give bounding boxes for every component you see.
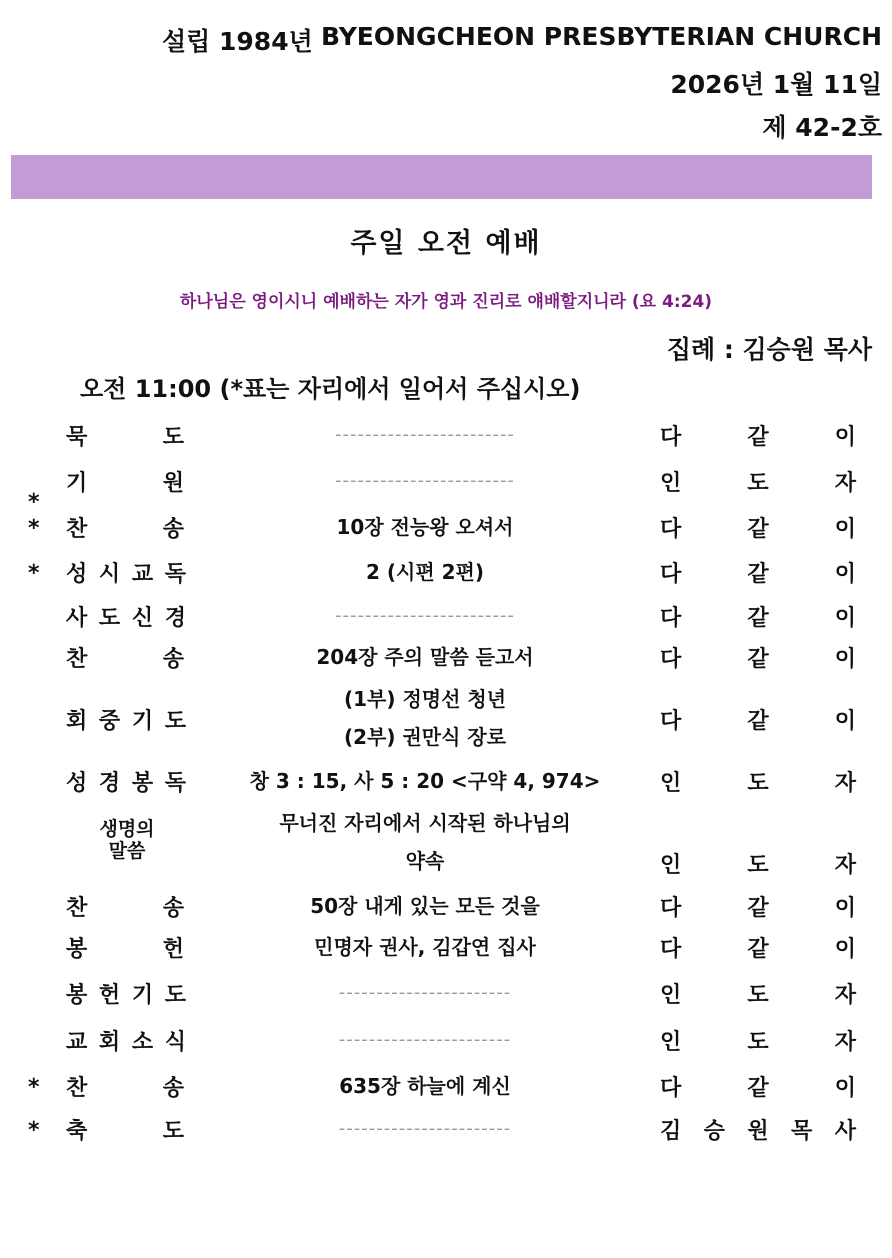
order-item-leader: 다 같 이 <box>660 647 856 672</box>
order-item-content <box>205 1110 645 1148</box>
order-item-label: 봉 헌 <box>66 937 184 962</box>
order-item-label-line1: 생명의 <box>99 818 155 840</box>
order-item-content <box>205 1021 645 1059</box>
order-item-content-line1: 2 (시편 2편) <box>366 560 484 584</box>
order-item-label: 축 도 <box>66 1119 184 1144</box>
order-item-label: 교 회 소 식 <box>66 1030 186 1055</box>
order-item-leader: 다 같 이 <box>660 425 856 450</box>
issue-number: 제 42-2호 <box>762 113 882 142</box>
service-time-note: 오전 11:00 (*표는 자리에서 일어서 주십시오) <box>80 375 581 403</box>
order-item-content <box>205 928 645 966</box>
order-item-leader: 인 도 자 <box>660 1030 856 1055</box>
officiant: 집례 : 김승원 목사 <box>666 335 872 364</box>
order-item-label <box>72 818 182 862</box>
standing-mark: * <box>28 1118 40 1143</box>
order-item-content <box>205 974 645 1012</box>
order-item-content-line1: ----------------------- <box>338 1118 512 1139</box>
order-item-content <box>205 508 645 546</box>
order-item-leader: 인 도 자 <box>660 471 856 496</box>
order-item-leader: 인 도 자 <box>660 983 856 1008</box>
order-item-leader: 다 같 이 <box>660 896 856 921</box>
order-item-content <box>205 416 645 454</box>
order-item-leader: 인 도 자 <box>660 853 856 878</box>
order-item-content-line1: ------------------------ <box>335 605 515 626</box>
order-item-label: 찬 송 <box>66 1076 184 1101</box>
bulletin-date: 2026년 1월 11일 <box>670 70 882 99</box>
order-item-label: 찬 송 <box>66 517 184 542</box>
standing-mark: * <box>28 516 40 541</box>
order-item-leader: 다 같 이 <box>660 937 856 962</box>
order-item-content <box>205 887 645 925</box>
order-item-label-line2: 말씀 <box>108 840 146 862</box>
order-item-content-line2: (2부) 권만식 장로 <box>343 725 507 749</box>
order-item-content-line1: ----------------------- <box>338 982 512 1003</box>
order-item-label: 찬 송 <box>66 896 184 921</box>
order-item-content <box>205 680 645 756</box>
order-item-leader: 다 같 이 <box>660 562 856 587</box>
order-item-content <box>205 638 645 676</box>
header-color-band <box>11 155 872 199</box>
order-item-leader: 김 승 원 목 사 <box>660 1119 856 1144</box>
order-item-label: 찬 송 <box>66 647 184 672</box>
order-item-label: 성 경 봉 독 <box>66 771 186 796</box>
order-item-label: 기 원 <box>66 471 184 496</box>
order-item-leader: 다 같 이 <box>660 517 856 542</box>
order-item-label: 묵 도 <box>66 425 184 450</box>
order-item-content-line1: (1부) 정명선 청년 <box>343 687 507 711</box>
scripture-verse: 하나님은 영이시니 예배하는 자가 영과 진리로 얘배할지니라 (요 4:24) <box>179 292 713 312</box>
order-item-content-line1: ----------------------- <box>338 1029 512 1050</box>
order-item-content <box>205 597 645 635</box>
order-item-leader: 다 같 이 <box>660 606 856 631</box>
standing-mark: * <box>28 1075 40 1100</box>
order-item-content-line1: 창 3 : 15, 사 5 : 20 <구약 4, 974> <box>249 769 601 793</box>
order-item-leader: 다 같 이 <box>660 1076 856 1101</box>
order-item-content <box>205 762 645 800</box>
standing-mark: * <box>28 490 40 515</box>
order-item-content <box>205 553 645 591</box>
church-name: BYEONGCHEON PRESBYTERIAN CHURCH <box>321 22 882 51</box>
order-item-content-line1: 50장 내게 있는 모든 것을 <box>310 894 540 918</box>
order-item-label: 봉 헌 기 도 <box>66 983 186 1008</box>
order-item-content-line1: ------------------------ <box>335 424 515 445</box>
order-item-content-line1: 10장 전능왕 오셔서 <box>336 515 514 539</box>
order-item-content <box>205 1067 645 1105</box>
order-item-content-line1: ------------------------ <box>335 470 515 491</box>
order-item-content-line1: 무너진 자리에서 시작된 하나님의 <box>279 811 571 835</box>
standing-mark: * <box>28 561 40 586</box>
order-item-label: 사 도 신 경 <box>66 606 186 631</box>
order-item-content-line2: 약속 <box>405 849 445 873</box>
order-item-content <box>205 804 645 880</box>
established-year: 설립 1984년 <box>162 27 313 56</box>
order-item-label: 성 시 교 독 <box>66 562 186 587</box>
service-title: 주일 오전 예배 <box>350 228 542 259</box>
order-item-content-line1: 635장 하늘에 계신 <box>339 1074 511 1098</box>
order-item-content-line1: 민명자 권사, 김갑연 집사 <box>314 935 536 959</box>
order-item-label: 회 중 기 도 <box>66 709 186 734</box>
order-item-leader: 다 같 이 <box>660 709 856 734</box>
order-item-leader: 인 도 자 <box>660 771 856 796</box>
order-item-content-line1: 204장 주의 말씀 듣고서 <box>316 645 534 669</box>
order-item-content <box>205 462 645 500</box>
